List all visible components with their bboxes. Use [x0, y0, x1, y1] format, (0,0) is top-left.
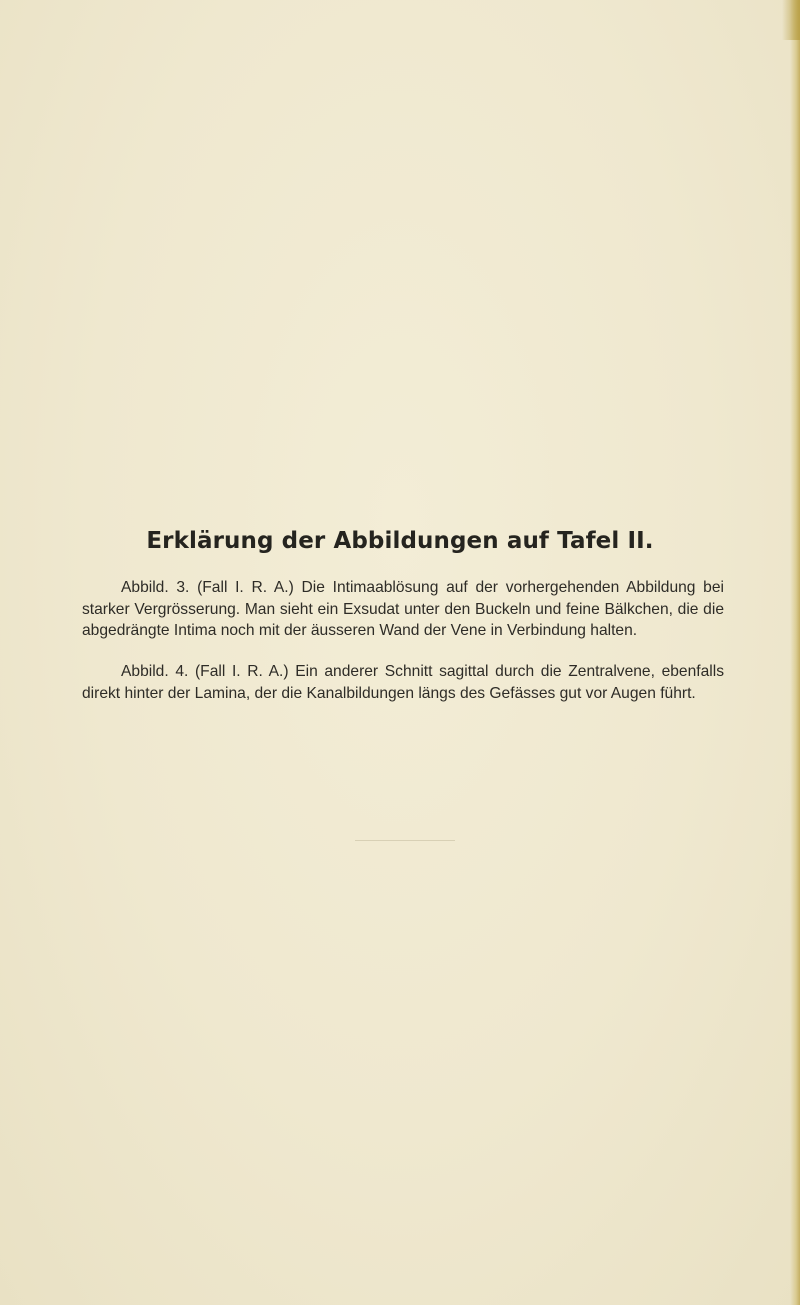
figure-4-caption: [82, 661, 724, 704]
faint-offset-line: [355, 840, 455, 841]
figure-3-caption-text: Abbild. 3. (Fall I. R. A.) Die Intimaablösung auf der vorhergehenden Abbildung bei starker Vergrösserung. Man sieht ein Exsudat unter den Buckeln und feine Bälkchen, die die abgedrängte Intima noch mit der äusseren Wand der Vene in Verbindung halten.: [82, 579, 724, 640]
page-corner-shadow: [782, 0, 800, 40]
plate-explanation-heading: Erklärung der Abbildungen auf Tafel II.: [146, 528, 654, 554]
figure-3-caption: [82, 577, 724, 642]
figure-4-caption-text: Abbild. 4. (Fall I. R. A.) Ein anderer Schnitt sagittal durch die Zentralvene, ebenfalls direkt hinter der Lamina, der die Kanalbildungen längs des Gefässes gut vor Augen führt.: [82, 663, 724, 702]
page-edge-shadow: [790, 0, 800, 1305]
